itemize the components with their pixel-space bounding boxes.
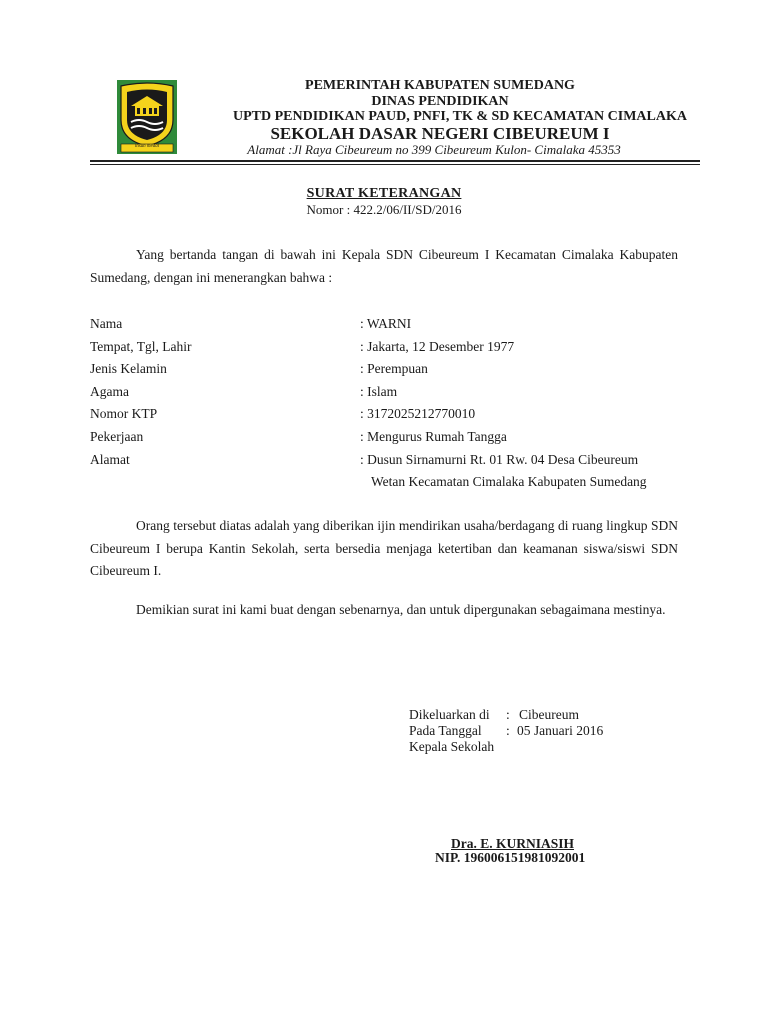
issued-place-label: Dikeluarkan di [409,707,490,722]
field-label: Tempat, Tgl, Lahir [90,339,192,354]
signer-nip: NIP. 196006151981092001 [435,850,586,865]
field-value: : Jakarta, 12 Desember 1977 [360,339,515,354]
signer-name: Dra. E. KURNIASIH [451,836,575,851]
field-value: : Dusun Sirnamurni Rt. 01 Rw. 04 Desa Cibeureum [360,452,639,467]
logo-banner-text: insun medal [134,144,160,149]
field-value: : WARNI [360,316,412,331]
issued-place-sep: : [506,707,510,722]
field-label: Pekerjaan [90,429,144,444]
intro-paragraph: Yang bertanda tangan di bawah ini Kepala SDN Cibeureum I Kecamatan Cimalaka Kabupaten Sumedang, dengan ini menerangkan bahwa : [90,247,678,285]
letterhead-unit: UPTD PENDIDIKAN PAUD, PNFI, TK & SD KECAMATAN CIMALAKA [233,109,687,124]
field-label: Jenis Kelamin [90,361,167,376]
letterhead-divider-thin [90,164,700,165]
field-value: : Islam [360,384,398,399]
signer-position: Kepala Sekolah [409,739,495,754]
field-value-continuation: Wetan Kecamatan Cimalaka Kabupaten Sumedang [371,474,647,489]
issued-date-label: Pada Tanggal [409,723,482,738]
field-label: Alamat [90,452,130,467]
letterhead-government: PEMERINTAH KABUPATEN SUMEDANG [305,78,575,93]
document-number: Nomor : 422.2/06/II/SD/2016 [306,202,462,217]
field-label: Agama [90,384,129,399]
letterhead-department: DINAS PENDIDIKAN [371,94,509,109]
issued-date-value: 05 Januari 2016 [517,723,604,738]
field-value: : Mengurus Rumah Tangga [360,429,507,444]
letterhead-school-name: SEKOLAH DASAR NEGERI CIBEUREUM I [270,124,610,143]
closing-paragraph: Demikian surat ini kami buat dengan sebenarnya, dan untuk dipergunakan sebagaimana mestinya. [136,602,666,617]
document-title: SURAT KETERANGAN [306,186,462,201]
issued-place-value: Cibeureum [519,707,579,722]
body-paragraph: Orang tersebut diatas adalah yang diberikan ijin mendirikan usaha/berdagang di ruang lingkup SDN Cibeureum I berupa Kantin Sekolah, serta bersedia menjaga ketertiban dan keamanan siswa/siswi SDN Cibeureum I. [90,518,678,578]
field-value: : Perempuan [360,361,428,376]
regency-emblem-icon [117,80,177,154]
field-label: Nama [90,316,123,331]
letterhead-divider-thick [90,160,700,162]
issued-date-sep: : [506,723,510,738]
field-label: Nomor KTP [90,406,158,421]
field-value: : 3172025212770010 [360,406,476,421]
letterhead-address: Alamat :Jl Raya Cibeureum no 399 Cibeureum Kulon- Cimalaka 45353 [247,142,621,157]
